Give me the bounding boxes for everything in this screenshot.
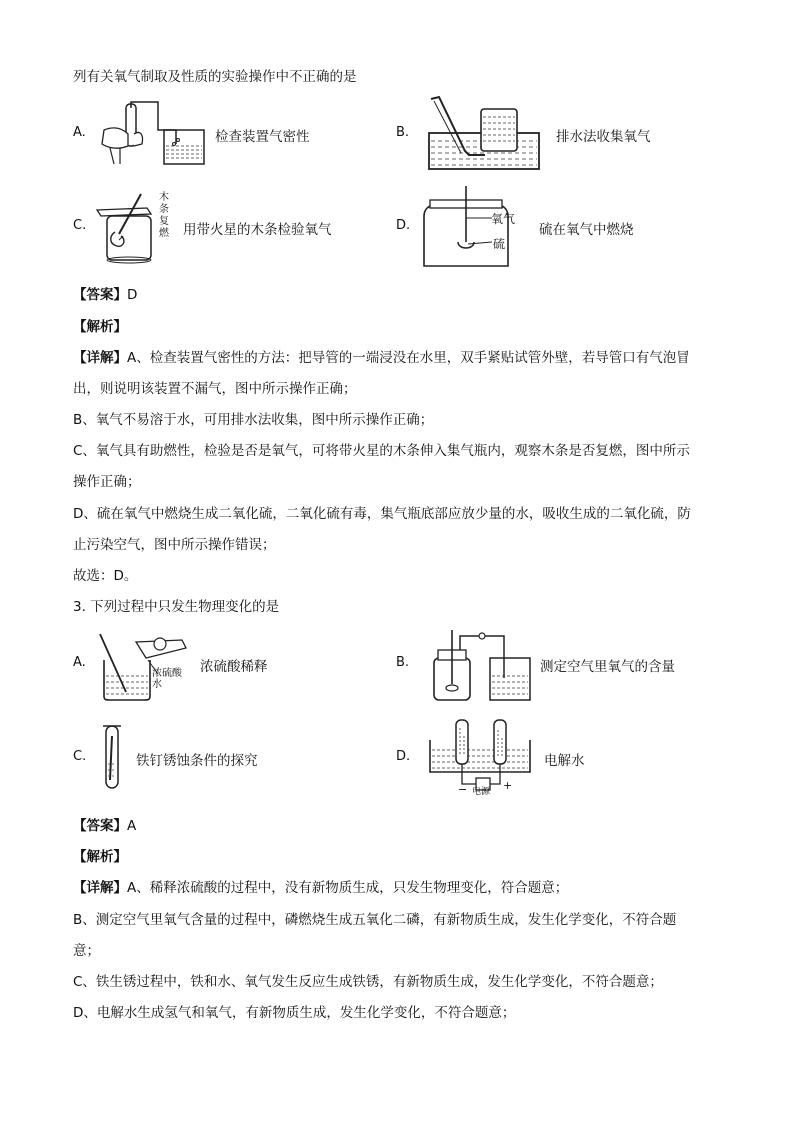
option-c-letter: C. bbox=[73, 218, 87, 233]
detail-tag: 【详解】 bbox=[73, 880, 127, 896]
answer-line bbox=[73, 286, 137, 304]
option-d-letter: D. bbox=[396, 218, 411, 233]
relight-char: 木 bbox=[159, 192, 169, 203]
option-c-text: 铁钉锈蚀条件的探究 bbox=[136, 753, 258, 769]
answer-line bbox=[73, 817, 136, 835]
power-source-label: 电源 bbox=[472, 787, 491, 797]
oxygen-content-figure bbox=[424, 628, 534, 704]
answer-value: D bbox=[127, 287, 138, 303]
option-b-letter: B. bbox=[396, 125, 410, 140]
detail-line: D、电解水生成氢气和氧气，有新物质生成，发生化学变化，不符合题意； bbox=[73, 1005, 516, 1021]
glowing-splint-figure bbox=[93, 192, 155, 266]
option-d-text: 电解水 bbox=[544, 753, 585, 769]
option-a-letter: A. bbox=[73, 655, 86, 670]
detail-line: 出，则说明该装置不漏气，图中所示操作正确； bbox=[73, 381, 357, 397]
option-d-letter: D. bbox=[396, 749, 411, 764]
power-plus-label: + bbox=[503, 779, 513, 792]
detail-line: B、测定空气里氧气含量的过程中，磷燃烧生成五氧化二磷，有新物质生成，发生化学变化，不符合题 bbox=[73, 912, 677, 928]
conc-acid-label: 浓硫酸 bbox=[152, 668, 182, 679]
detail-line: 意； bbox=[73, 943, 100, 959]
oxygen-label: 氧气 bbox=[491, 212, 516, 226]
option-c-letter: C. bbox=[73, 749, 87, 764]
option-d-text: 硫在氧气中燃烧 bbox=[539, 222, 634, 238]
analysis-tag: 【解析】 bbox=[73, 319, 127, 335]
sulfur-label: 硫 bbox=[493, 237, 506, 251]
detail-line: 故选：D。 bbox=[73, 568, 138, 584]
option-c-text: 用带火星的木条检验氧气 bbox=[183, 222, 332, 238]
detail-line bbox=[73, 349, 690, 367]
analysis-tag: 【解析】 bbox=[73, 849, 127, 865]
detail-line: B、氧气不易溶于水，可用排水法收集，图中所示操作正确； bbox=[73, 412, 434, 428]
relight-label bbox=[157, 192, 171, 240]
power-minus-label: − bbox=[458, 783, 468, 796]
option-b-text: 排水法收集氧气 bbox=[556, 129, 651, 145]
relight-char: 复 bbox=[159, 216, 169, 227]
sulfur-combustion-figure bbox=[420, 184, 532, 270]
acid-label bbox=[152, 668, 182, 690]
answer-value: A bbox=[127, 818, 137, 834]
iron-nail-figure bbox=[100, 722, 124, 792]
detail-text: A、检查装置气密性的方法：把导管的一端浸没在水里，双手紧贴试管外壁，若导管口有气泡冒 bbox=[127, 350, 690, 366]
answer-tag: 【答案】 bbox=[73, 818, 127, 834]
detail-line: 止污染空气，图中所示操作错误； bbox=[73, 537, 276, 553]
option-a-text: 浓硫酸稀释 bbox=[200, 659, 268, 675]
detail-tag: 【详解】 bbox=[73, 350, 127, 366]
question-stem: 列有关氧气制取及性质的实验操作中不正确的是 bbox=[73, 69, 357, 85]
water-displacement-figure bbox=[425, 95, 543, 175]
question-stem: 3. 下列过程中只发生物理变化的是 bbox=[73, 599, 280, 615]
airtightness-check-figure bbox=[98, 100, 210, 168]
detail-text: A、稀释浓硫酸的过程中，没有新物质生成，只发生物理变化，符合题意； bbox=[127, 880, 569, 896]
option-a-letter: A. bbox=[73, 125, 86, 140]
option-b-text: 测定空气里氧气的含量 bbox=[540, 659, 675, 675]
relight-char: 条 bbox=[159, 204, 169, 215]
detail-line: C、氧气具有助燃性，检验是否是氧气，可将带火星的木条伸入集气瓶内，观察木条是否复燃，图中所示 bbox=[73, 443, 690, 459]
water-label: 水 bbox=[152, 679, 162, 690]
detail-line: 操作正确； bbox=[73, 474, 141, 490]
detail-line bbox=[73, 879, 568, 897]
acid-dilution-figure bbox=[96, 630, 192, 702]
option-b-letter: B. bbox=[396, 655, 410, 670]
answer-tag: 【答案】 bbox=[73, 287, 127, 303]
detail-line: C、铁生锈过程中，铁和水、氧气发生反应生成铁锈，有新物质生成，发生化学变化，不符合题意； bbox=[73, 974, 663, 990]
option-a-text: 检查装置气密性 bbox=[215, 129, 310, 145]
relight-char: 燃 bbox=[159, 228, 169, 239]
detail-line: D、硫在氧气中燃烧生成二氧化硫，二氧化硫有毒，集气瓶底部应放少量的水，吸收生成的二氧化硫，防 bbox=[73, 506, 691, 522]
